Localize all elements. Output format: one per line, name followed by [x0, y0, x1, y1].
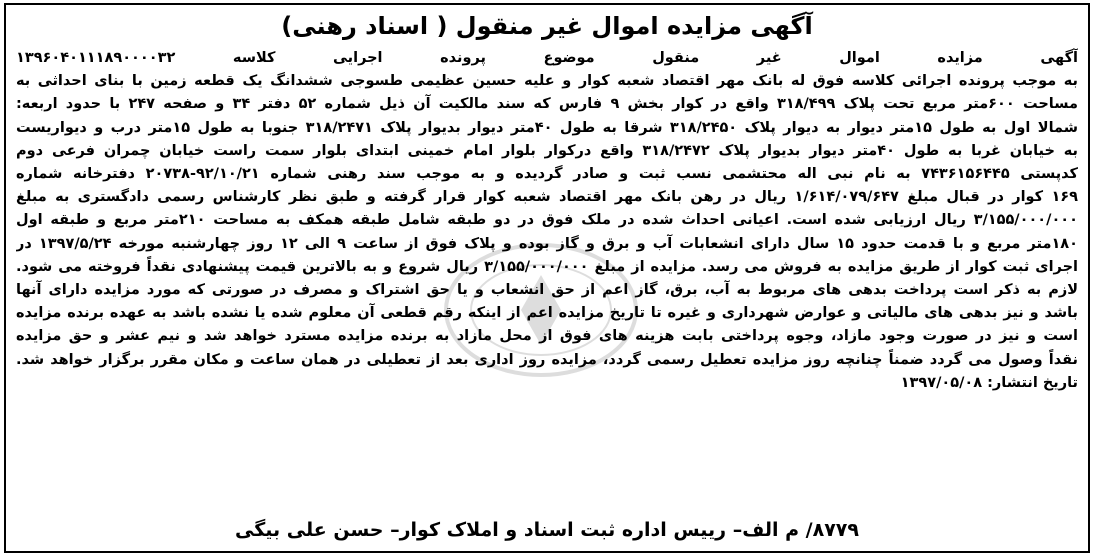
notice-footer: ۸۷۷۹/ م الف– رییس اداره ثبت اسناد و املاک کوار– حسن علی بیگی — [235, 519, 859, 541]
publish-date: تاریخ انتشار: ۱۳۹۷/۰۵/۰۸ — [900, 374, 1078, 391]
notice-line: به موجب پرونده اجرائی کلاسه فوق له بانک مهر اقتصاد شعبه کوار و علیه حسین عظیمی طسوجی ششدانگ یک قطعه زمین با بنای احداثی به — [16, 73, 1078, 90]
notice-body — [16, 47, 1078, 395]
notice-line: ۱۶۹ کوار در قبال مبلغ ۱/۶۱۴/۰۷۹/۶۴۷ ریال در رهن بانک مهر اقتصاد شعبه کوار قرار گرفته و طبق نظر کارشناس رسمی دادگستری به مبلغ — [16, 189, 1078, 206]
notice-line: مساحت ۶۰۰متر مربع تحت پلاک ۳۱۸/۴۹۹ واقع در کوار بخش ۹ فارس که سند مالکیت آن ذیل شماره ۵۲ دفتر ۳۴ و صفحه ۲۴۷ با حدود اربعه: — [16, 96, 1078, 113]
notice-line: شمالا اول به طول ۱۵متر دیوار به دیوار پلاک ۳۱۸/۲۴۵۰ شرقا به طول ۴۰متر دیوار بدیوار پلاک ۳۱۸/۲۴۷۱ جنوبا به طول ۱۵متر درب و دیواریست — [16, 119, 1078, 136]
notice-line: نقداً وصول می گردد ضمناً چنانچه روز مزایده تعطیل رسمی گردد، مزایده روز اداری بعد از تعطیلی در همان ساعت و مکان مقرر برگزار خواهد شد. — [16, 351, 1078, 368]
notice-line: ۳/۱۵۵/۰۰۰/۰۰۰ ریال ارزیابی شده است. اعیانی احداث شده در ملک فوق در دو طبقه شامل طبقه همکف به مساحت ۲۱۰متر مربع و طبقه اول — [16, 212, 1078, 229]
notice-line: است و نیز در صورت وجود مازاد، وجوه پرداختی بابت هزینه های فوق از محل مازاد به برنده مزایده مسترد خواهد شد و نیم عشر و حق مزایده — [16, 328, 1078, 345]
notice-title: آگهی مزایده اموال غیر منقول ( اسناد رهنی) — [281, 12, 813, 40]
notice-line: آگهی مزایده اموال غیر منقول موضوع پرونده اجرایی کلاسه ۱۳۹۶۰۴۰۱۱۱۸۹۰۰۰۰۳۲ — [16, 50, 1078, 66]
notice-line: اجرای ثبت کوار از طریق مزایده به فروش می رسد. مزایده از مبلغ ۳/۱۵۵/۰۰۰/۰۰۰ ریال شروع و به بالاترین قیمت پیشنهادی نقداً فروخته می شود. — [16, 258, 1078, 275]
notice-line: کدپستی ۷۴۳۶۱۵۶۴۴۵ به نام نبی اله محتشمی نسب ثبت و صادر گردیده و به موجب سند رهنی شماره ۹۲/۱۰/۲۱-۲۰۷۳۸ دفترخانه شماره — [16, 166, 1078, 183]
notice-line: ۱۸۰متر مربع و با قدمت حدود ۱۵ سال دارای انشعابات آب و برق و گاز بوده و پلاک فوق از ساعت ۹ الی ۱۲ روز چهارشنبه مورخه ۱۳۹۷/۵/۲۴ در — [16, 235, 1078, 252]
notice-line: به خیابان غربا به طول ۴۰متر دیوار بدیوار پلاک ۳۱۸/۲۴۷۲ واقع درکوار بلوار امام خمینی ابتدای بلوار سمت راست خیابان چمران فرعی دوم — [16, 142, 1078, 159]
notice-line: باشد و نیز بدهی های مالیاتی و عوارض شهرداری و غیره تا تاریخ مزایده اعم از اینکه رقم قطعی آن معلوم شده یا نشده باشد به عهده برنده مزایده — [16, 305, 1078, 322]
notice-line: لازم به ذکر است پرداخت بدهی های مربوط به آب، برق، گاز اعم از حق انشعاب و یا حق اشتراک و مصرف در صورتی که مورد مزایده دارای آنها — [16, 282, 1078, 299]
notice-frame — [4, 3, 1090, 553]
